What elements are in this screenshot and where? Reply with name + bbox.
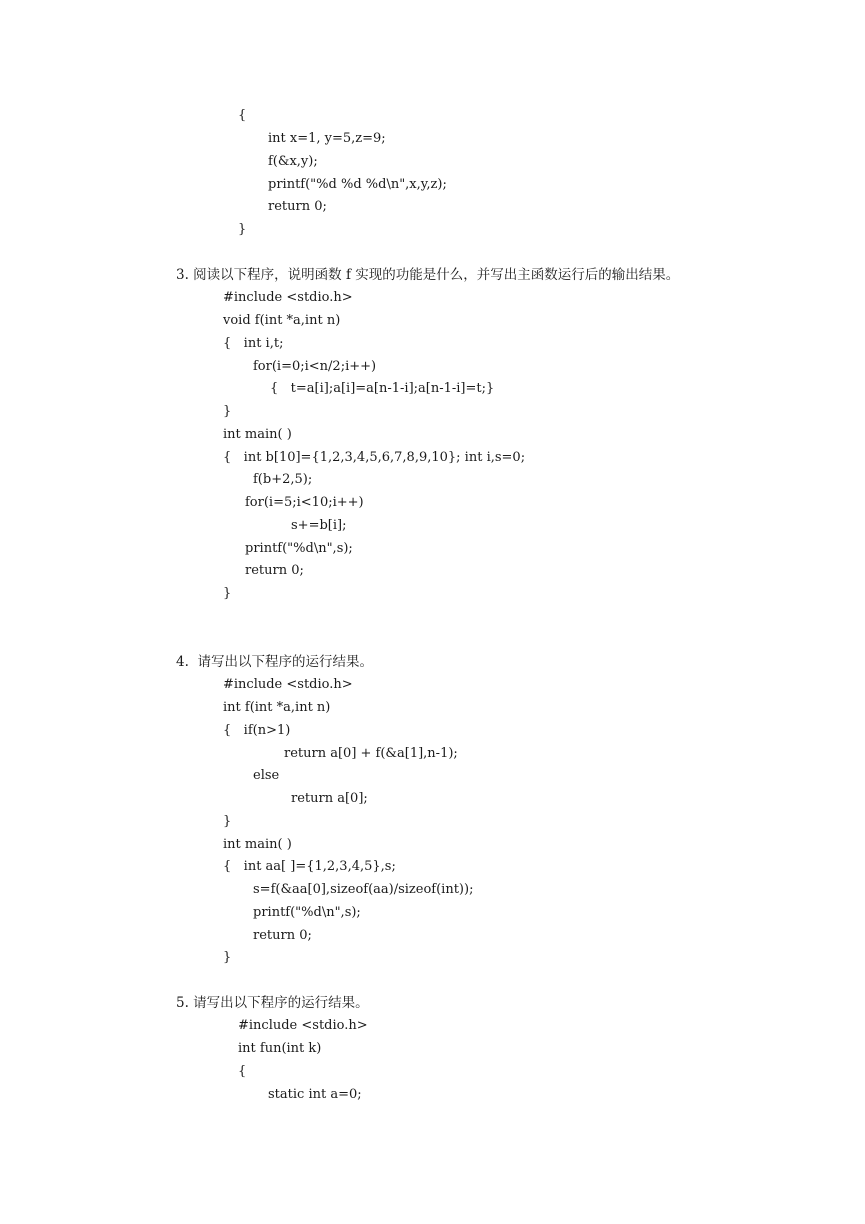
code-line: #include <stdio.h> xyxy=(238,1018,368,1033)
code-line: { xyxy=(238,1064,247,1079)
code-line: for(i=5;i<10;i++) xyxy=(245,495,364,510)
code-line: #include <stdio.h> xyxy=(223,677,353,692)
code-line: { t=a[i];a[i]=a[n-1-i];a[n-1-i]=t;} xyxy=(270,381,495,396)
code-line: } xyxy=(223,404,232,419)
code-line: } xyxy=(223,586,232,601)
code-line: return 0; xyxy=(245,563,304,578)
code-line: } xyxy=(223,950,232,965)
code-line: { int aa[ ]={1,2,3,4,5},s; xyxy=(223,859,396,874)
code-line: s=f(&aa[0],sizeof(aa)/sizeof(int)); xyxy=(253,882,474,897)
code-line: printf("%d\n",s); xyxy=(253,905,361,920)
code-line: int x=1, y=5,z=9; xyxy=(268,131,386,146)
code-line: printf("%d %d %d\n",x,y,z); xyxy=(268,177,447,192)
code-line: int f(int *a,int n) xyxy=(223,700,331,715)
question-4-title: 4. 请写出以下程序的运行结果。 xyxy=(176,654,373,670)
code-line: f(b+2,5); xyxy=(253,472,313,487)
question-3-title: 3. 阅读以下程序，说明函数 f 实现的功能是什么，并写出主函数运行后的输出结果。 xyxy=(176,267,680,283)
code-line: for(i=0;i<n/2;i++) xyxy=(253,359,377,374)
code-line: } xyxy=(238,222,247,237)
code-line: int main( ) xyxy=(223,427,292,442)
code-line: int fun(int k) xyxy=(238,1041,322,1056)
code-line: { int b[10]={1,2,3,4,5,6,7,8,9,10}; int i,s=0; xyxy=(223,450,526,465)
code-line: { xyxy=(238,108,247,123)
code-line: { int i,t; xyxy=(223,336,284,351)
code-line: static int a=0; xyxy=(268,1087,362,1102)
code-line: return a[0]; xyxy=(291,791,368,806)
code-line: printf("%d\n",s); xyxy=(245,541,353,556)
code-line: #include <stdio.h> xyxy=(223,290,353,305)
code-line: else xyxy=(253,768,280,783)
code-line: void f(int *a,int n) xyxy=(223,313,341,328)
question-5-title: 5. 请写出以下程序的运行结果。 xyxy=(176,995,369,1011)
code-line: } xyxy=(223,814,232,829)
code-line: s+=b[i]; xyxy=(291,518,347,533)
code-line: f(&x,y); xyxy=(268,154,318,169)
code-line: return a[0] + f(&a[1],n-1); xyxy=(284,746,458,761)
code-line: return 0; xyxy=(253,928,312,943)
code-line: { if(n>1) xyxy=(223,723,291,738)
code-line: return 0; xyxy=(268,199,327,214)
code-line: int main( ) xyxy=(223,837,292,852)
